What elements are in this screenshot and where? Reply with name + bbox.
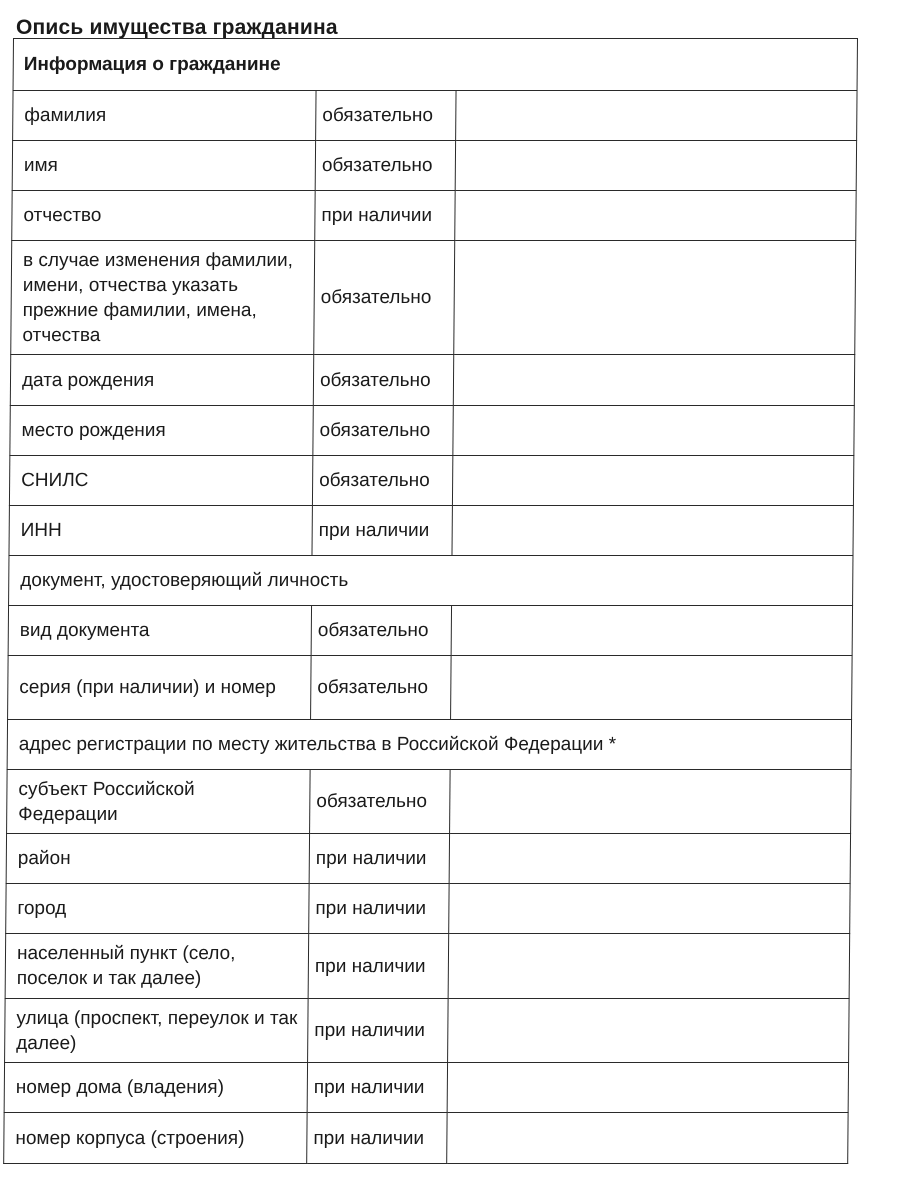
citizen-info-table xyxy=(3,38,858,1164)
field-label: район xyxy=(6,834,309,884)
table-row xyxy=(5,999,850,1063)
previous-names-field[interactable] xyxy=(454,241,856,355)
region-field[interactable] xyxy=(450,770,852,834)
table-row xyxy=(6,884,850,934)
table-row xyxy=(4,1063,848,1113)
requirement-label: обязательно xyxy=(311,656,452,720)
subheader-row xyxy=(7,720,851,770)
first-name-field[interactable] xyxy=(455,141,856,191)
requirement-label: обязательно xyxy=(316,91,456,141)
requirement-label: при наличии xyxy=(308,999,449,1063)
birth-place-field[interactable] xyxy=(453,406,854,456)
field-label: имя xyxy=(12,141,315,191)
table-row xyxy=(13,91,857,141)
patronymic-field[interactable] xyxy=(455,191,856,241)
table-row xyxy=(7,770,852,834)
subheader-row xyxy=(9,556,853,606)
field-label: серия (при наличии) и номер xyxy=(8,656,312,720)
requirement-label: при наличии xyxy=(312,506,452,556)
field-label: отчество xyxy=(12,191,315,241)
field-label: улица (проспект, переулок и так далее) xyxy=(5,999,309,1063)
requirement-label: при наличии xyxy=(309,884,449,934)
table-row xyxy=(8,606,852,656)
field-label: город xyxy=(6,884,309,934)
document-series-number-field[interactable] xyxy=(451,656,853,720)
surname-field[interactable] xyxy=(456,91,857,141)
requirement-label: при наличии xyxy=(307,1063,447,1113)
section-header-row xyxy=(13,39,857,91)
birth-date-field[interactable] xyxy=(453,355,854,406)
field-label: дата рождения xyxy=(10,355,313,406)
requirement-label: обязательно xyxy=(310,770,451,834)
registration-address-subheader: адрес регистрации по месту жительства в Российской Федерации * xyxy=(7,720,851,770)
identity-document-subheader: документ, удостоверяющий личность xyxy=(9,556,853,606)
field-label: населенный пункт (село, поселок и так далее) xyxy=(5,934,309,999)
settlement-field[interactable] xyxy=(448,934,850,999)
field-label: ИНН xyxy=(9,506,312,556)
requirement-label: при наличии xyxy=(309,834,449,884)
requirement-label: обязательно xyxy=(311,606,451,656)
district-field[interactable] xyxy=(449,834,850,884)
street-field[interactable] xyxy=(448,999,850,1063)
requirement-label: при наличии xyxy=(315,191,455,241)
table-row xyxy=(10,355,854,406)
field-label: номер дома (владения) xyxy=(4,1063,307,1113)
table-row xyxy=(12,191,856,241)
requirement-label: обязательно xyxy=(315,141,455,191)
requirement-label: обязательно xyxy=(314,241,455,355)
table-row xyxy=(10,406,854,456)
city-field[interactable] xyxy=(449,884,850,934)
table-row xyxy=(4,1113,848,1164)
requirement-label: обязательно xyxy=(312,456,452,506)
field-label: субъект Российской Федерации xyxy=(7,770,311,834)
building-number-field[interactable] xyxy=(447,1113,848,1164)
section-header: Информация о гражданине xyxy=(13,39,857,91)
table-row xyxy=(8,656,853,720)
field-label: место рождения xyxy=(10,406,313,456)
table-row xyxy=(12,141,856,191)
field-label: вид документа xyxy=(8,606,311,656)
snils-field[interactable] xyxy=(452,456,853,506)
table-row xyxy=(9,456,853,506)
requirement-label: при наличии xyxy=(307,1113,447,1164)
field-label: фамилия xyxy=(13,91,316,141)
document-type-field[interactable] xyxy=(451,606,852,656)
table-row xyxy=(9,506,853,556)
requirement-label: обязательно xyxy=(313,406,453,456)
house-number-field[interactable] xyxy=(447,1063,848,1113)
field-label: номер корпуса (строения) xyxy=(4,1113,307,1164)
table-row xyxy=(5,934,850,999)
table-row xyxy=(6,834,850,884)
field-label: в случае изменения фамилии, имени, отчества указать прежние фамилии, имена, отчества xyxy=(11,241,315,355)
table-row xyxy=(11,241,856,355)
requirement-label: при наличии xyxy=(308,934,449,999)
inn-field[interactable] xyxy=(452,506,853,556)
requirement-label: обязательно xyxy=(313,355,453,406)
page-title: Опись имущества гражданина xyxy=(16,16,338,39)
field-label: СНИЛС xyxy=(9,456,312,506)
